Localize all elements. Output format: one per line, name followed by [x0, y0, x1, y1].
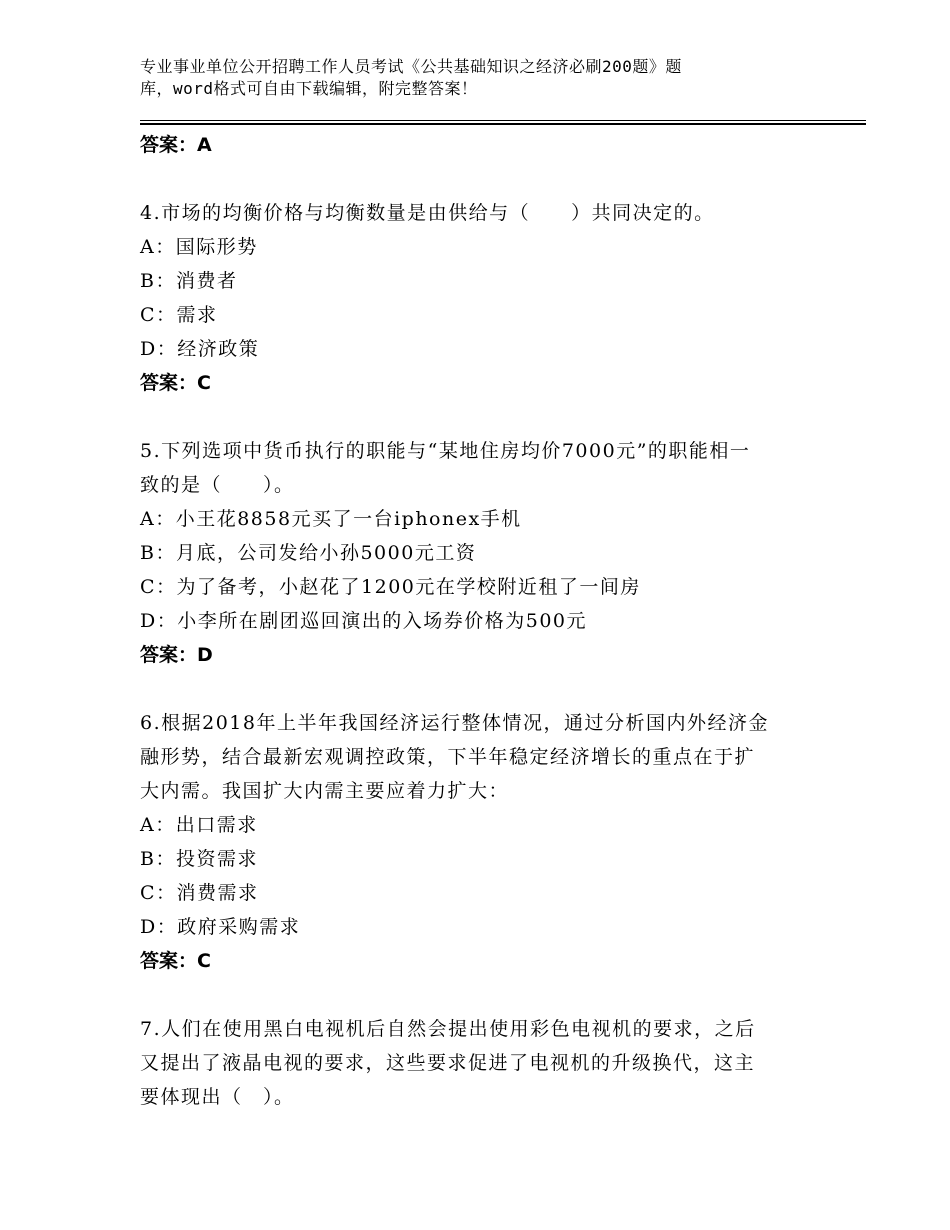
option-c: C：需求 — [140, 304, 218, 326]
question-stem: 要体现出（ ）。 — [140, 1086, 295, 1108]
option-c: C：消费需求 — [140, 882, 259, 904]
question-stem: 4.市场的均衡价格与均衡数量是由供给与（ ）共同决定的。 — [140, 202, 715, 224]
question-stem: 又提出了液晶电视的要求，这些要求促进了电视机的升级换代，这主 — [140, 1052, 756, 1074]
header-divider — [140, 120, 866, 121]
option-b: B：月底，公司发给小孙5000元工资 — [140, 542, 477, 564]
question-block — [140, 434, 810, 672]
question-stem: 5.下列选项中货币执行的职能与“某地住房均价7000元”的职能相一 — [140, 440, 751, 462]
option-d: D：经济政策 — [140, 338, 260, 360]
option-b: B：投资需求 — [140, 848, 258, 870]
question-block — [140, 1012, 810, 1114]
question-stem: 6.根据2018年上半年我国经济运行整体情况，通过分析国内外经济金 — [140, 712, 769, 734]
answer-label: 答案：C — [140, 950, 211, 972]
option-d: D：小李所在剧团巡回演出的入场券价格为500元 — [140, 610, 587, 632]
question-stem: 7.人们在使用黑白电视机后自然会提出使用彩色电视机的要求，之后 — [140, 1018, 756, 1040]
option-b: B：消费者 — [140, 270, 238, 292]
header-title-line-1: 专业事业单位公开招聘工作人员考试《公共基础知识之经济必刷200题》题 — [140, 57, 682, 76]
question-list — [140, 128, 810, 1114]
question-stem: 致的是（ ）。 — [140, 474, 295, 496]
answer-label: 答案：D — [140, 644, 213, 666]
option-a: A：出口需求 — [140, 814, 258, 836]
option-a: A：国际形势 — [140, 236, 258, 258]
answer-label: 答案：C — [140, 372, 211, 394]
question-block — [140, 706, 810, 978]
question-stem: 大内需。我国扩大内需主要应着力扩大： — [140, 780, 510, 802]
page-header — [140, 56, 780, 100]
option-a: A：小王花8858元买了一台iphonex手机 — [140, 508, 522, 530]
question-block — [140, 196, 810, 400]
header-divider-thick — [140, 123, 866, 125]
header-title-line-2: 库，word格式可自由下载编辑，附完整答案！ — [140, 79, 478, 98]
option-d: D：政府采购需求 — [140, 916, 301, 938]
question-stem: 融形势，结合最新宏观调控政策，下半年稳定经济增长的重点在于扩 — [140, 746, 756, 768]
option-c: C：为了备考，小赵花了1200元在学校附近租了一间房 — [140, 576, 641, 598]
answer-label: 答案：A — [140, 134, 212, 156]
